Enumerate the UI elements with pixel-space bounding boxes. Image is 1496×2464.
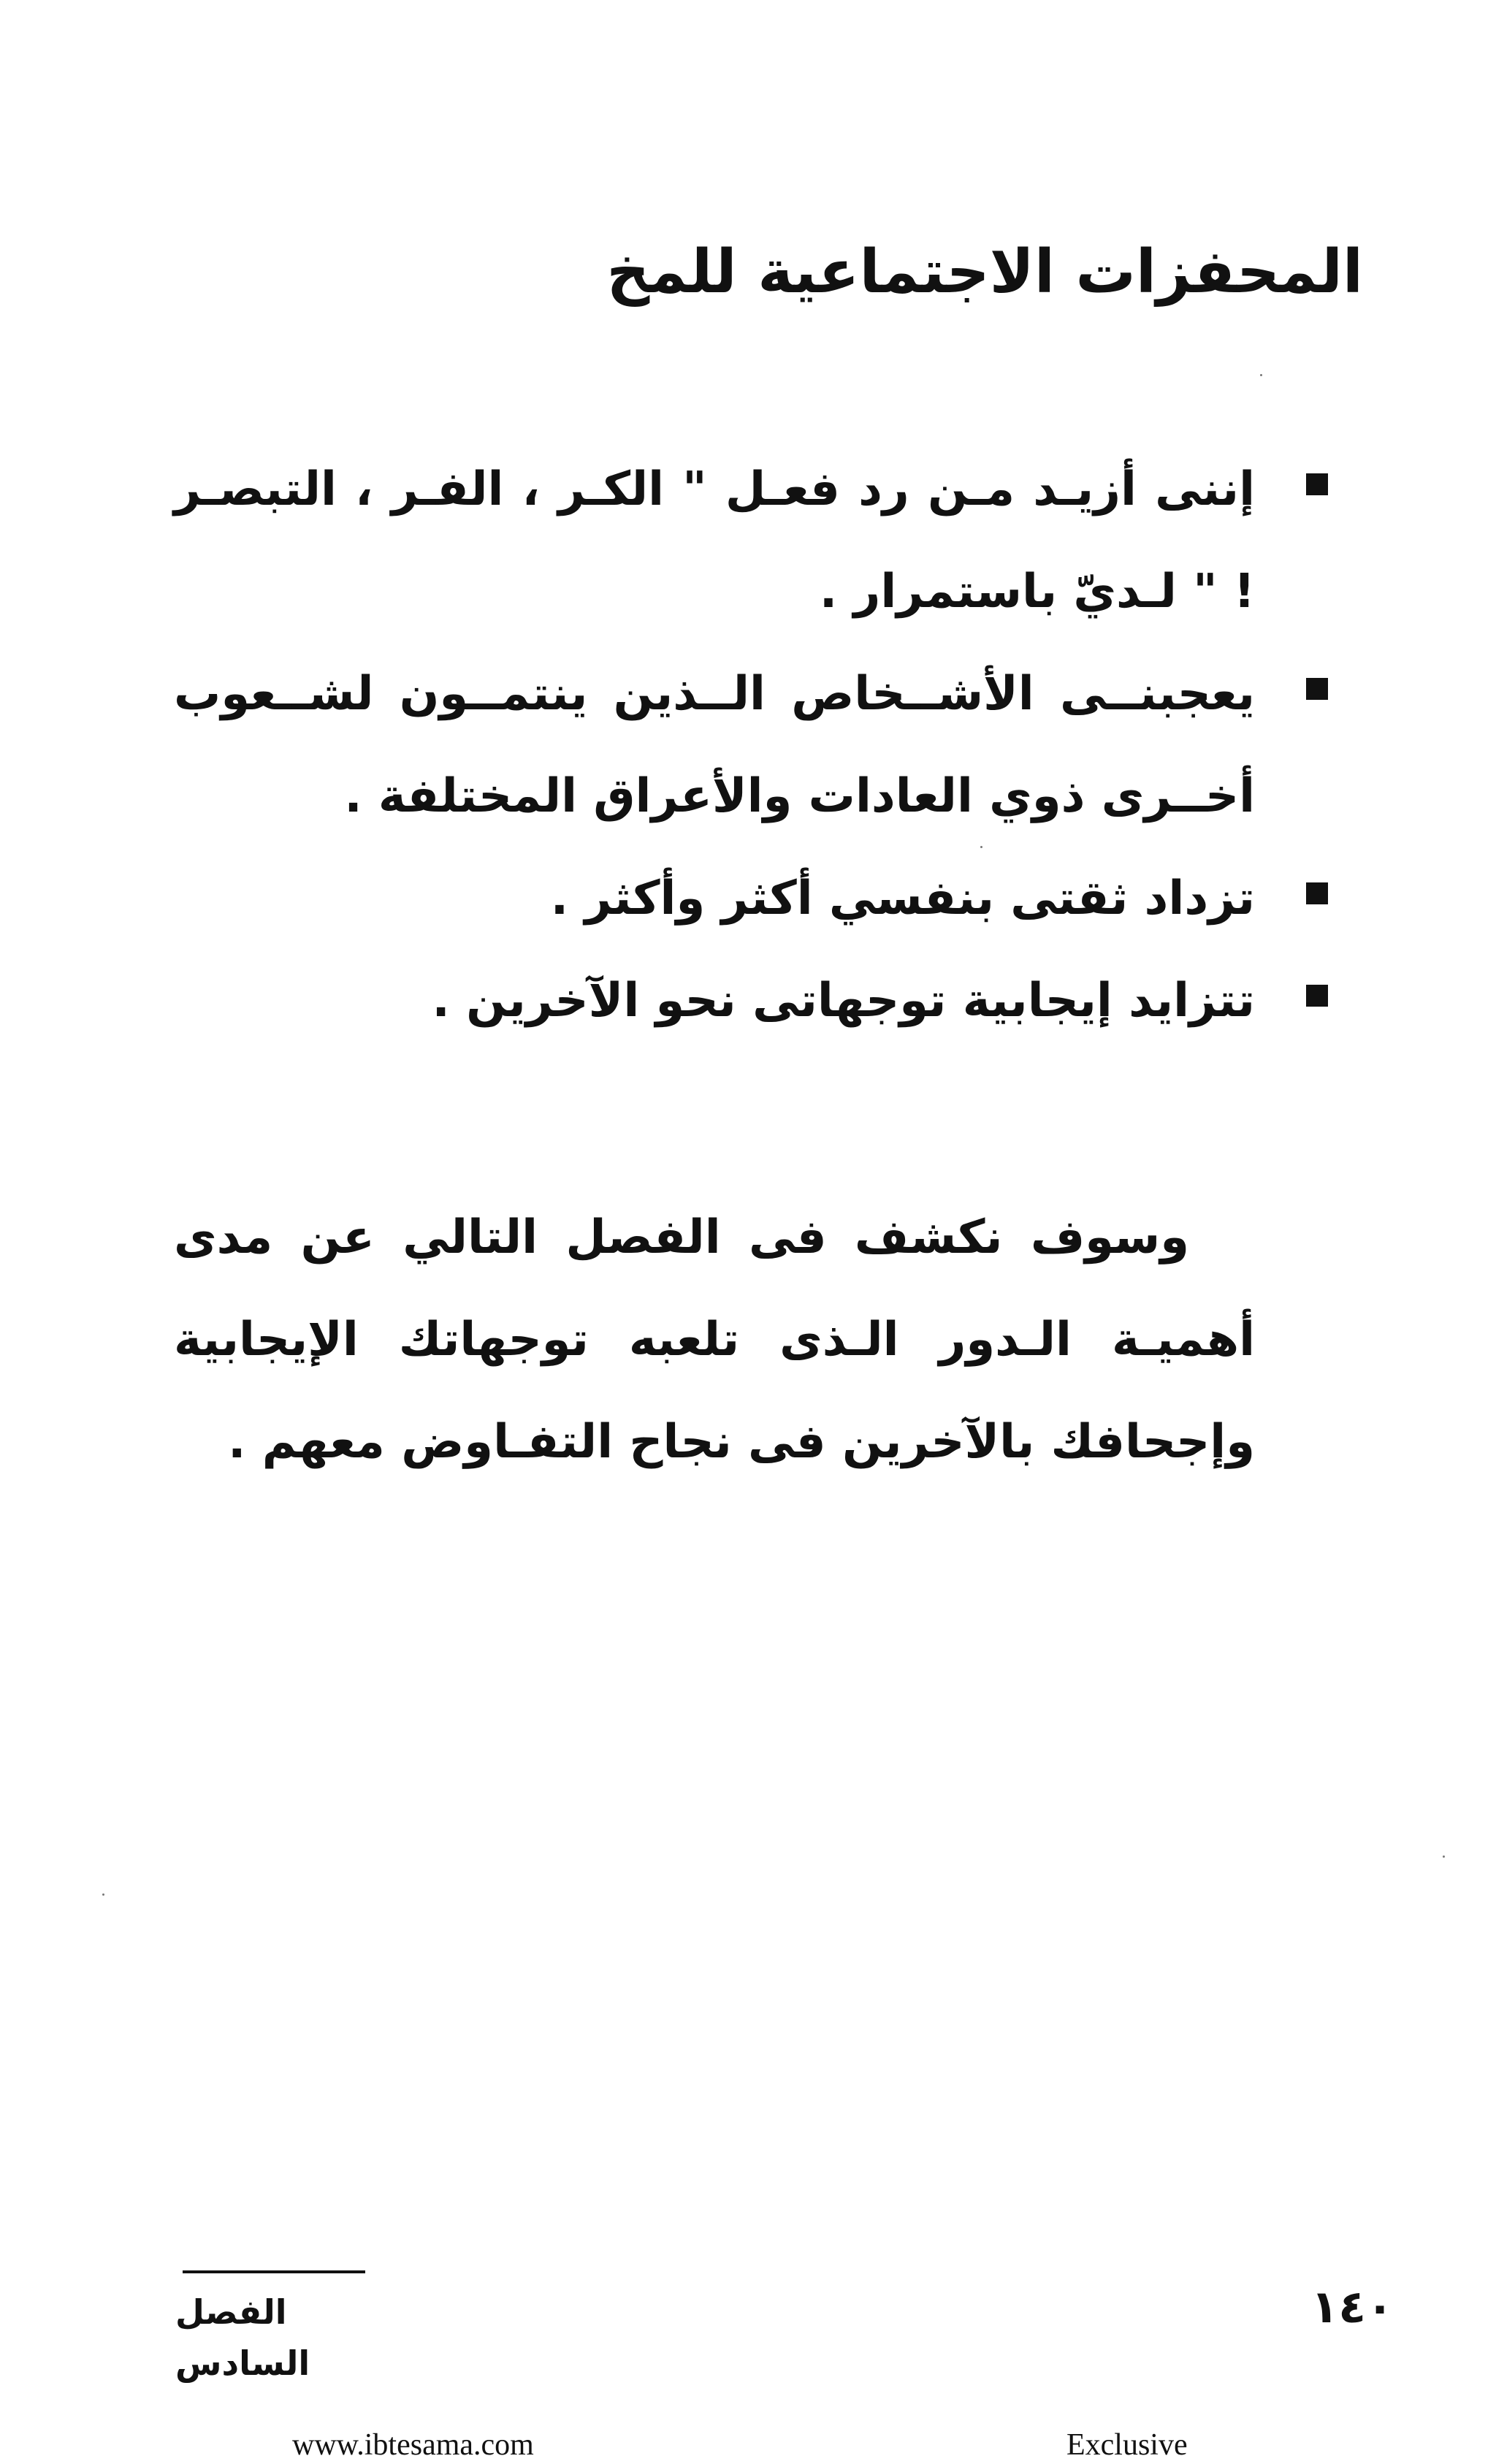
- bullet-item: [174, 950, 1255, 1052]
- bullet-text: إننى أزيـد مـن رد فعـل " الكـر ، الفـر ، التبصـر ! " لـديّ باستمرار .: [174, 462, 1255, 619]
- page-number: ١٤٠: [1310, 2280, 1394, 2333]
- square-bullet-icon: [1306, 882, 1328, 904]
- square-bullet-icon: [1306, 985, 1328, 1007]
- footer-divider: [183, 2270, 365, 2273]
- square-bullet-icon: [1306, 473, 1328, 495]
- body-paragraph: وسوف نكشف فى الفصل التالي عن مدى أهميـة الـدور الـذى تلعبه توجهاتك الإيجابية وإجحافك بالآخرين فى نجاح التفـاوض معهم .: [174, 1210, 1255, 1469]
- bullet-item: [174, 847, 1255, 950]
- bullet-item: [174, 643, 1255, 847]
- scan-speck: [980, 846, 982, 848]
- bullet-text: تتزايد إيجابية توجهاتى نحو الآخرين .: [432, 974, 1255, 1028]
- section-title: المحفزات الاجتماعية للمخ: [606, 237, 1363, 307]
- website-link[interactable]: www.ibtesama.com: [292, 2428, 534, 2462]
- scan-speck: [1443, 1855, 1445, 1858]
- bullet-item: [174, 438, 1255, 643]
- bullet-text: تزداد ثقتى بنفسي أكثر وأكثر .: [550, 871, 1255, 926]
- bullet-list: [174, 438, 1255, 1052]
- scan-speck: [1260, 374, 1262, 376]
- scan-speck: [102, 1893, 104, 1896]
- square-bullet-icon: [1306, 678, 1328, 700]
- bullet-text: يعجبنــى الأشــخاص الــذين ينتمــون لشــعوب أخــرى ذوي العادات والأعراق المختلفة .: [174, 667, 1255, 823]
- chapter-label: الفصل السادس: [175, 2292, 310, 2383]
- exclusive-tag: Exclusive: [1066, 2428, 1188, 2462]
